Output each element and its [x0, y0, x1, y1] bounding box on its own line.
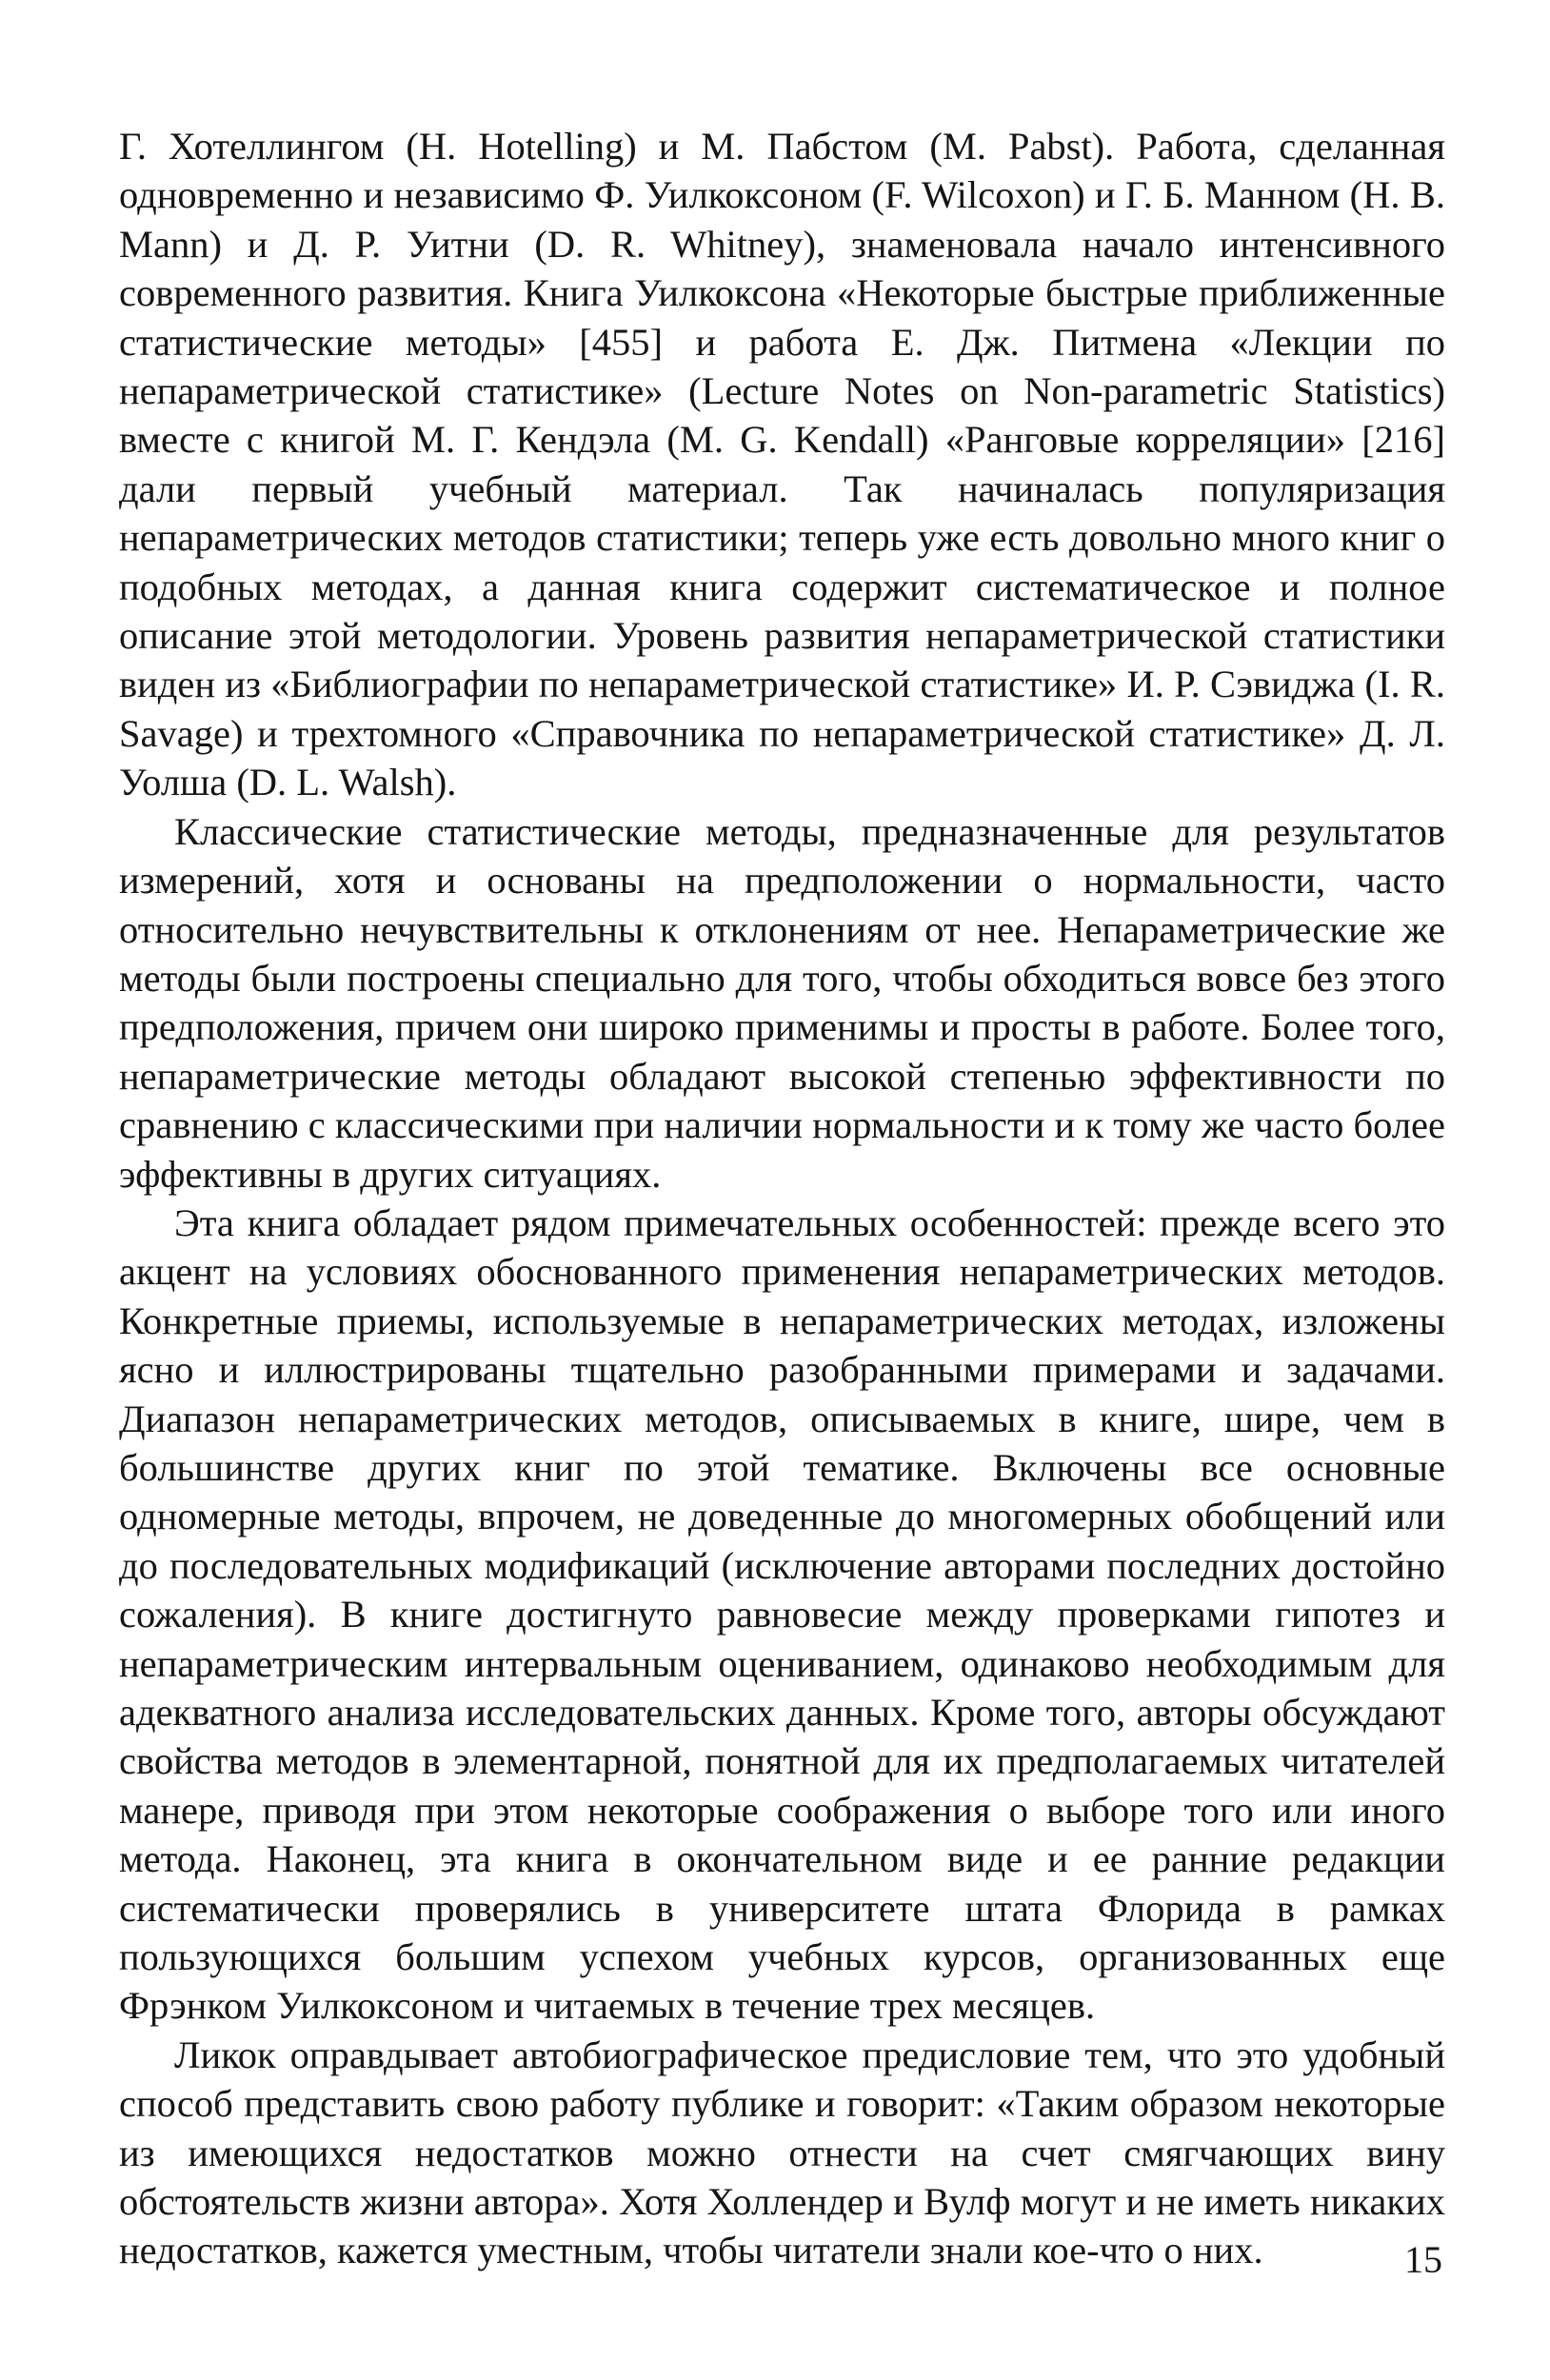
page-body: [119, 122, 1445, 2275]
page-number: 15: [1404, 2238, 1442, 2281]
paragraph-1: Г. Хотеллингом (H. Hotelling) и М. Пабстом (M. Pabst). Работа, сделанная одновременно и независимо Ф. Уилкоксоном (F. Wilcoxon) и Г. Б. Манном (H. B. Mann) и Д. Р. Уитни (D. R. Whitney), знаменовала начало интенсивного современного развития. Книга Уилкоксона «Некоторые быстрые приближенные статистические методы» [455] и работа Е. Дж. Питмена «Лекции по непараметрической статистике» (Lecture Notes on Non-parametric Statistics) вместе с книгой М. Г. Кендэла (M. G. Kendall) «Ранговые корреляции» [216] дали первый учебный материал. Так начиналась популяризация непараметрических методов статистики; теперь уже есть довольно много книг о подобных методах, а данная книга содержит систематическое и полное описание этой методологии. Уровень развития непараметрической статистики виден из «Библиографии по непараметрической статистике» И. Р. Сэвиджа (I. R. Savage) и трехтомного «Справочника по непараметрической статистике» Д. Л. Уолша (D. L. Walsh).: [119, 125, 1445, 804]
paragraph-3: Эта книга обладает рядом примечательных особенностей: прежде всего это акцент на условиях обоснованного применения непараметрических методов. Конкретные приемы, используемые в непараметрических методах, изложены ясно и иллюстрированы тщательно разобранными примерами и задачами. Диапазон непараметрических методов, описываемых в книге, шире, чем в большинстве других книг по этой тематике. Включены все основные одномерные методы, впрочем, не доведенные до многомерных обобщений или до последовательных модификаций (исключение авторами последних достойно сожаления). В книге достигнуто равновесие между проверками гипотез и непараметрическим интервальным оцениванием, одинаково необходимым для адекватного анализа исследовательских данных. Кроме того, авторы обсуждают свойства методов в элементарной, понятной для их предполагаемых читателей манере, приводя при этом некоторые соображения о выборе того или иного метода. Наконец, эта книга в окончательном виде и ее ранние редакции систематически проверялись в университете штата Флорида в рамках пользующихся большим успехом учебных курсов, организованных еще Фрэнком Уилкоксоном и читаемых в течение трех месяцев.: [119, 1200, 1445, 2028]
paragraph-4: Ликок оправдывает автобиографическое предисловие тем, что это удобный способ представить свою работу публике и говорит: «Таким образом некоторые из имеющихся недостатков можно отнести на счет смягчающих вину обстоятельств жизни автора». Хотя Холлендер и Вулф могут и не иметь никаких недостатков, кажется уместным, чтобы читатели знали кое-что о них.: [119, 2033, 1445, 2272]
paragraph-2: Классические статистические методы, предназначенные для результатов измерений, хотя и основаны на предположении о нормальности, часто относительно нечувствительны к отклонениям от нее. Непараметрические же методы были построены специально для того, чтобы обходиться вовсе без этого предположения, причем они широко применимы и просты в работе. Более того, непараметрические методы обладают высокой степенью эффективности по сравнению с классическими при наличии нормальности и к тому же часто более эффективны в других ситуациях.: [119, 809, 1445, 1196]
